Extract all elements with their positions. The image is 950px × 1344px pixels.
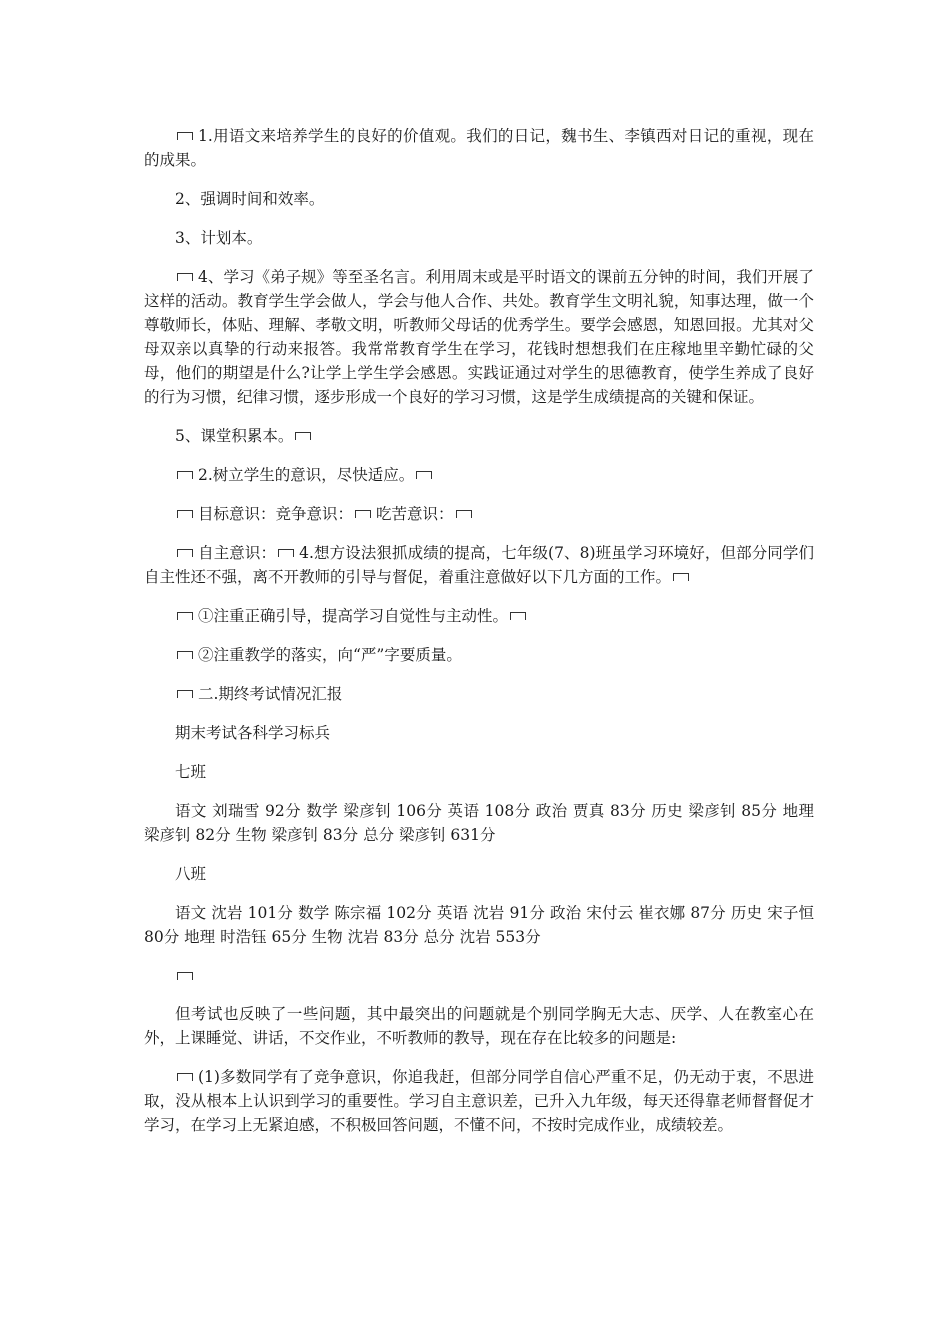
paragraph-10-text: ②注重教学的落实，向“严”字要质量。 xyxy=(198,646,462,664)
class-7-title xyxy=(144,760,814,784)
bracket-mark-icon xyxy=(177,471,193,479)
bracket-mark-icon xyxy=(177,1073,193,1081)
section-heading-exam xyxy=(144,682,814,706)
bracket-mark-icon xyxy=(177,612,193,620)
class-7-scores-text: 语文 刘瑞雪 92分 数学 梁彦钊 106分 英语 108分 政治 贾真 83分 历史 梁彦钊 85分 地理 梁彦钊 82分 生物 梁彦钊 83分 总分 梁彦钊 631分 xyxy=(144,802,814,844)
paragraph-6-text: 2.树立学生的意识，尽快适应。 xyxy=(198,466,415,484)
paragraph-14-text: (1)多数同学有了竞争意识，你追我赶，但部分同学自信心严重不足，仍无动于衷，不思进取，没从根本上认识到学习的重要性。学习自主意识差，已升入九年级，每天还得靠老师督督促才学习，在学习上无紧迫感，不积极回答问题，不懂不问，不按时完成作业，成绩较差。 xyxy=(144,1068,814,1134)
bracket-mark-icon xyxy=(510,612,526,620)
bracket-mark-icon xyxy=(177,549,193,557)
paragraph-12 xyxy=(144,721,814,745)
standalone-mark xyxy=(144,964,814,988)
class-8-scores xyxy=(144,901,814,949)
bracket-mark-icon xyxy=(416,471,432,479)
class-7-scores xyxy=(144,799,814,847)
section-heading-text: 二.期终考试情况汇报 xyxy=(198,685,343,703)
bracket-mark-icon xyxy=(177,510,193,518)
paragraph-5 xyxy=(144,424,814,448)
bracket-mark-icon xyxy=(177,273,193,281)
paragraph-5-text: 5、课堂积累本。 xyxy=(175,427,294,445)
paragraph-8 xyxy=(144,541,814,589)
paragraph-8a-text: 自主意识： xyxy=(198,544,277,562)
class-8-title-text: 八班 xyxy=(175,865,207,883)
paragraph-4 xyxy=(144,265,814,409)
bracket-mark-icon xyxy=(177,132,193,140)
paragraph-14 xyxy=(144,1065,814,1137)
paragraph-7b-text: 吃苦意识： xyxy=(376,505,454,523)
paragraph-2 xyxy=(144,187,814,211)
paragraph-6 xyxy=(144,463,814,487)
paragraph-7 xyxy=(144,502,814,526)
bracket-mark-icon xyxy=(456,510,472,518)
class-8-title xyxy=(144,862,814,886)
paragraph-2-text: 2、强调时间和效率。 xyxy=(175,190,325,208)
paragraph-3 xyxy=(144,226,814,250)
paragraph-1 xyxy=(144,124,814,172)
bracket-mark-icon xyxy=(177,651,193,659)
paragraph-1-text: 1.用语文来培养学生的良好的价值观。我们的日记，魏书生、李镇西对日记的重视，现在的成果。 xyxy=(144,127,814,169)
bracket-mark-icon xyxy=(355,510,371,518)
paragraph-9-text: ①注重正确引导，提高学习自觉性与主动性。 xyxy=(198,607,509,625)
bracket-mark-icon xyxy=(177,972,193,980)
paragraph-9 xyxy=(144,604,814,628)
bracket-mark-icon xyxy=(177,690,193,698)
paragraph-13-text: 但考试也反映了一些问题，其中最突出的问题就是个别同学胸无大志、厌学、人在教室心在外，上课睡觉、讲话，不交作业，不听教师的教导，现在存在比较多的问题是: xyxy=(144,1005,814,1047)
paragraph-13 xyxy=(144,1002,814,1050)
bracket-mark-icon xyxy=(673,573,689,581)
bracket-mark-icon xyxy=(278,549,294,557)
paragraph-7a-text: 目标意识：竞争意识： xyxy=(198,505,354,523)
paragraph-3-text: 3、计划本。 xyxy=(175,229,263,247)
document-page xyxy=(144,124,814,1152)
bracket-mark-icon xyxy=(295,432,311,440)
class-8-scores-text: 语文 沈岩 101分 数学 陈宗福 102分 英语 沈岩 91分 政治 宋付云 崔衣娜 87分 历史 宋子恒 80分 地理 时浩钰 65分 生物 沈岩 83分 总分 沈岩 553分 xyxy=(144,904,814,946)
paragraph-8b-text: 4.想方设法狠抓成绩的提高，七年级(7、8)班虽学习环境好，但部分同学们自主性还不强，离不开教师的引导与督促，着重注意做好以下几方面的工作。 xyxy=(144,544,814,586)
paragraph-12-text: 期末考试各科学习标兵 xyxy=(175,724,331,742)
paragraph-10 xyxy=(144,643,814,667)
class-7-title-text: 七班 xyxy=(175,763,207,781)
paragraph-4-text: 4、学习《弟子规》等至圣名言。利用周末或是平时语文的课前五分钟的时间，我们开展了这样的活动。教育学生学会做人，学会与他人合作、共处。教育学生文明礼貌，知事达理，做一个尊敬师长，体贴、理解、孝敬文明，听教师父母话的优秀学生。要学会感恩，知恩回报。尤其对父母双亲以真挚的行动来报答。我常常教育学生在学习，花钱时想想我们在庄稼地里辛勤忙碌的父母，他们的期望是什么?让学上学生学会感恩。实践证通过对学生的思德教育，使学生养成了良好的行为习惯，纪律习惯，逐步形成一个良好的学习习惯，这是学生成绩提高的关键和保证。 xyxy=(144,268,814,406)
